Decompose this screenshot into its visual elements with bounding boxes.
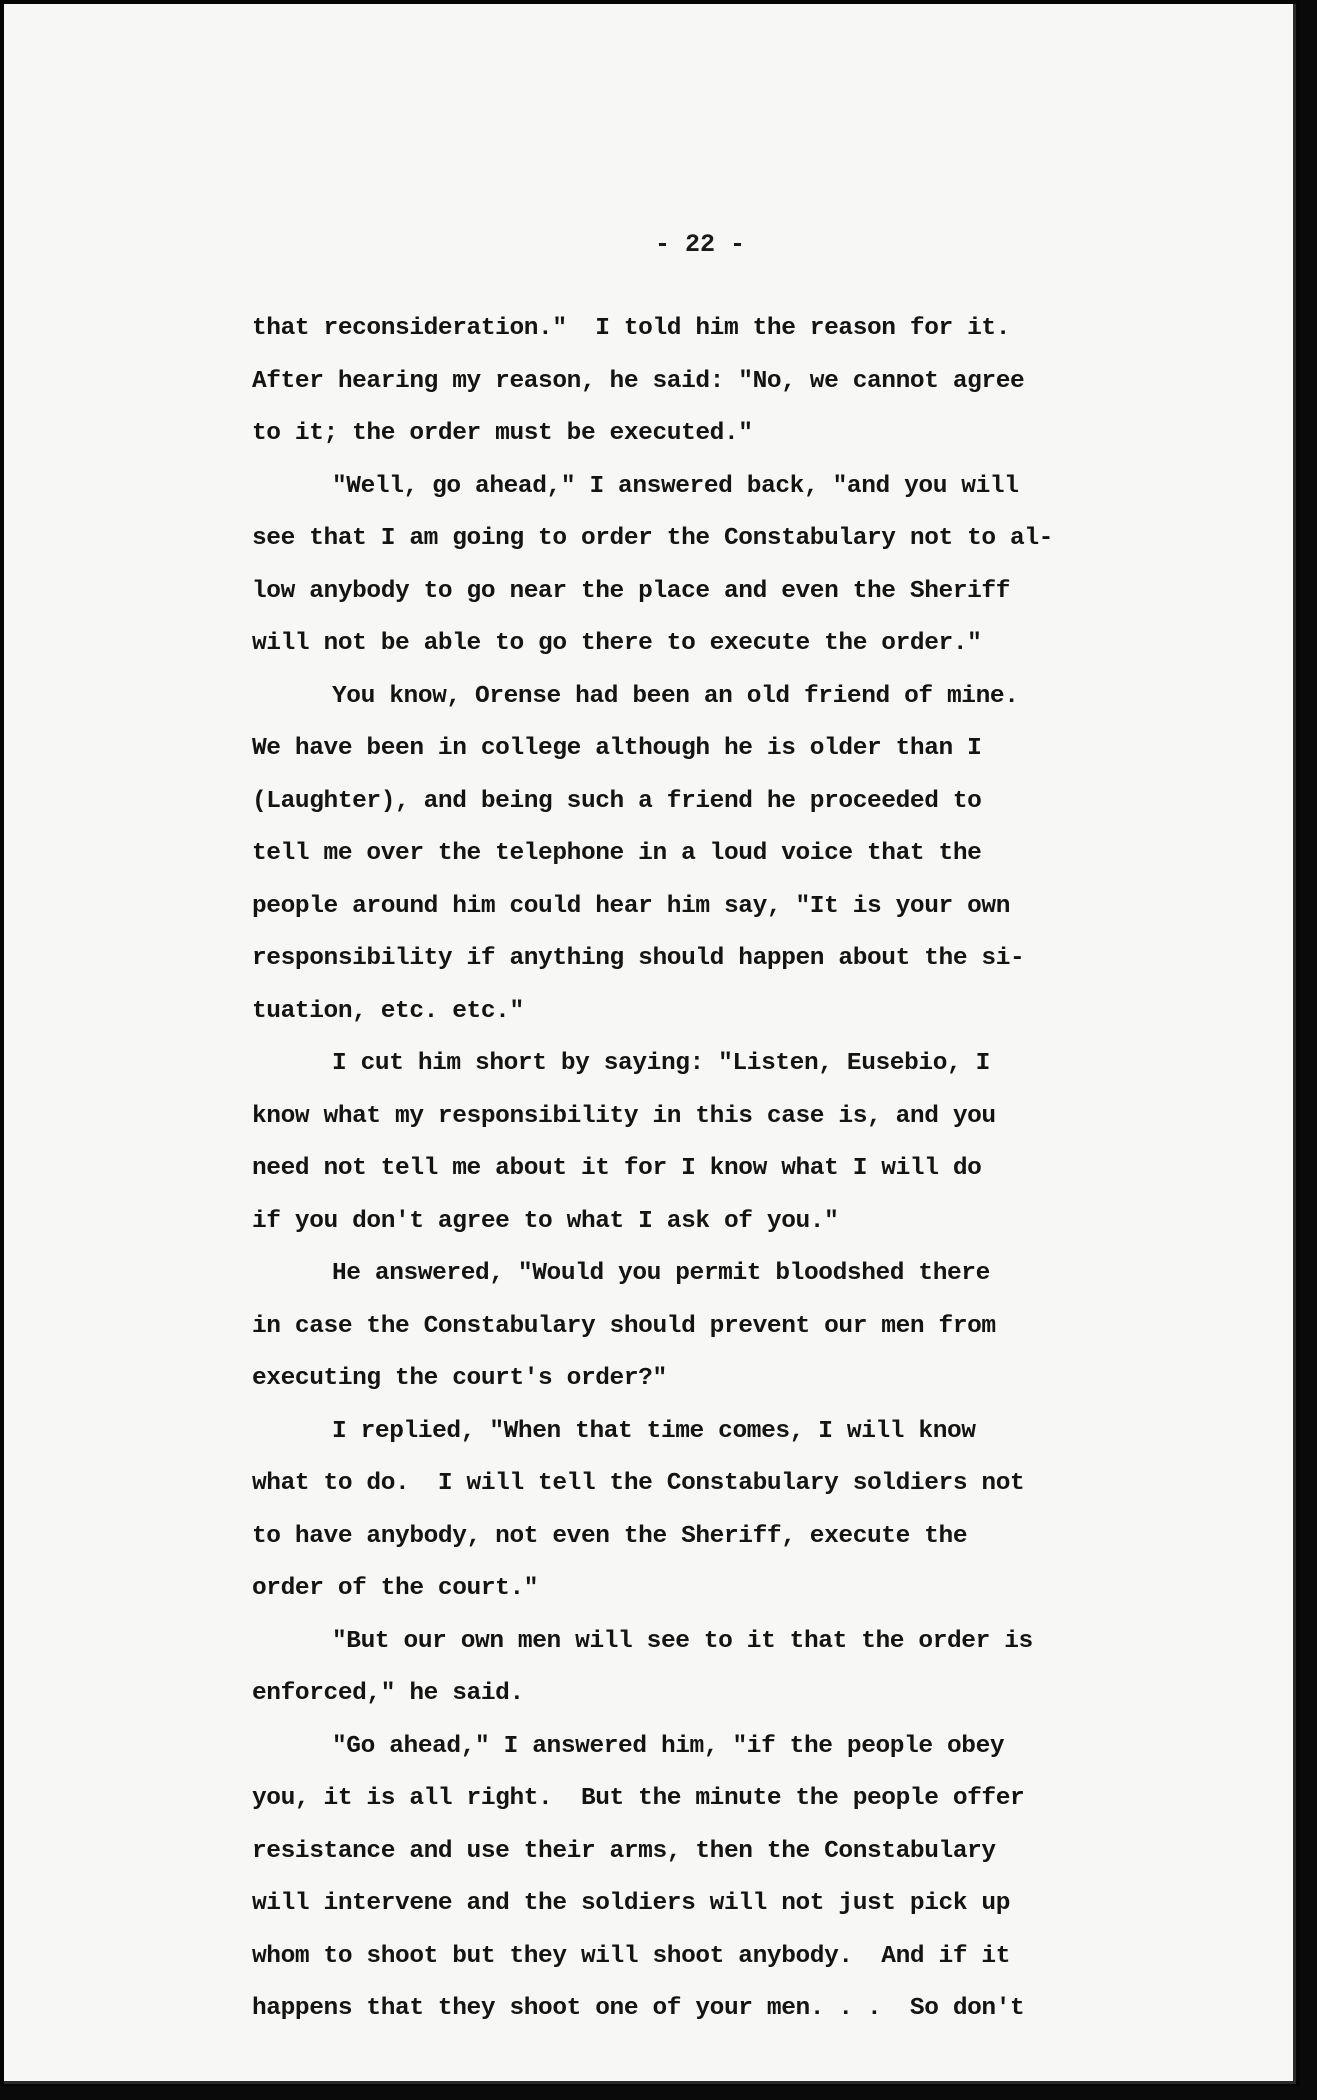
paragraph-first-line: "But our own men will see to it that the order is: [332, 1627, 1033, 1655]
paragraph-first-line: "Go ahead," I answered him, "if the people obey: [332, 1732, 1005, 1760]
text-line: that reconsideration." I told him the reason for it.: [252, 315, 1011, 342]
text-line: We have been in college although he is older than I: [252, 735, 982, 762]
text-line: responsibility if anything should happen about the si-: [252, 945, 1025, 972]
text-line: need not tell me about it for I know what I will do: [252, 1155, 982, 1182]
text-line: know what my responsibility in this case is, and you: [252, 1102, 996, 1130]
text-line: executing the court's order?": [252, 1365, 667, 1392]
text-line: enforced," he said.: [252, 1680, 524, 1707]
text-line: (Laughter), and being such a friend he proceeded to: [252, 787, 982, 815]
paragraph-first-line: I replied, "When that time comes, I will know: [332, 1417, 976, 1445]
text-line: happens that they shoot one of your men. . . So don't: [252, 1995, 1025, 2022]
text-line: tuation, etc. etc.": [252, 997, 524, 1025]
paragraph-first-line: "Well, go ahead," I answered back, "and you will: [332, 472, 1019, 500]
text-line: order of the court.": [252, 1575, 539, 1602]
paragraph-first-line: You know, Orense had been an old friend of mine.: [332, 682, 1019, 710]
text-line: After hearing my reason, he said: "No, we cannot agree: [252, 367, 1025, 395]
paragraph-first-line: He answered, "Would you permit bloodshed there: [332, 1260, 990, 1287]
scan-border-right: [1300, 0, 1317, 2100]
text-line: in case the Constabulary should prevent our men from: [252, 1312, 996, 1340]
page-number: - 22 -: [654, 230, 745, 259]
text-line: people around him could hear him say, "It is your own: [252, 892, 1011, 920]
text-line: what to do. I will tell the Constabulary soldiers not: [252, 1470, 1025, 1497]
text-line: tell me over the telephone in a loud voice that the: [252, 840, 982, 867]
text-line: will not be able to go there to execute the order.": [252, 630, 982, 657]
text-line: whom to shoot but they will shoot anybody. And if it: [252, 1942, 1011, 1970]
text-line: if you don't agree to what I ask of you.": [252, 1207, 839, 1235]
paragraph-first-line: I cut him short by saying: "Listen, Eusebio, I: [332, 1050, 990, 1077]
body-text: [252, 303, 1152, 2036]
text-line: resistance and use their arms, then the Constabulary: [252, 1837, 996, 1865]
text-line: will intervene and the soldiers will not just pick up: [252, 1890, 1011, 1917]
scan-border-bottom: [0, 2086, 1317, 2100]
text-line: you, it is all right. But the minute the people offer: [252, 1785, 1025, 1812]
text-line: see that I am going to order the Constabulary not to al-: [252, 525, 1053, 552]
text-line: to have anybody, not even the Sheriff, execute the: [252, 1522, 968, 1550]
text-line: low anybody to go near the place and even the Sheriff: [252, 577, 1011, 605]
text-line: to it; the order must be executed.": [252, 420, 753, 447]
